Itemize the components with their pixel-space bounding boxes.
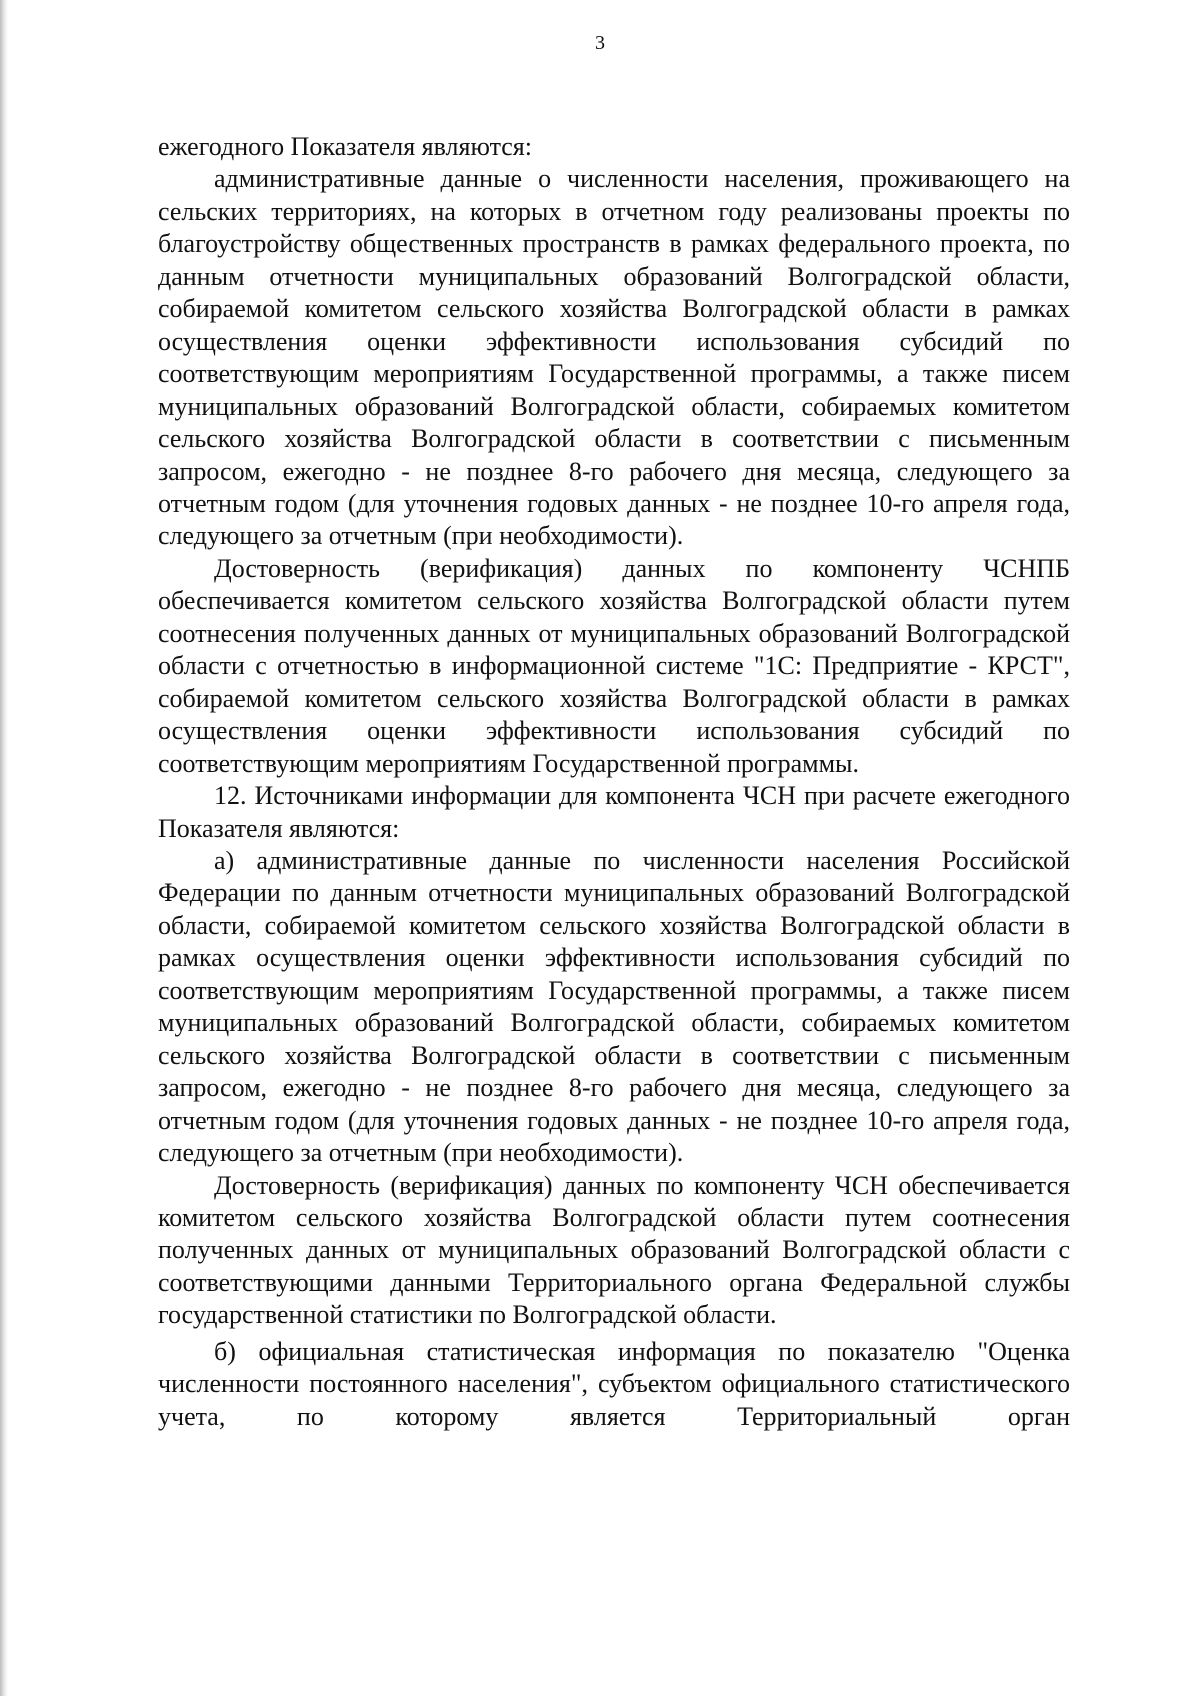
paragraph-1: ежегодного Показателя являются: <box>158 132 532 161</box>
paragraph-4: 12. Источниками информации для компонента ЧСН при расчете ежегодного Показателя являются: <box>158 781 1070 843</box>
paragraph-6: Достоверность (верификация) данных по компоненту ЧСН обеспечивается комитетом сельского хозяйства Волгоградской области путем соотнесения полученных данных от муниципальных образований Волгоградской области с соответствующими данными Территориального органа Федеральной службы государственной статистики по Волгоградской области. <box>158 1170 1070 1330</box>
paragraph-3: Достоверность (верификация) данных по компоненту ЧСНПБ обеспечивается комитетом сельского хозяйства Волгоградской области путем соотнесения полученных данных от муниципальных образований Волгоградской области с отчетностью в информационной системе "1С: Предприятие - КРСТ", собираемой комитетом сельского хозяйства Волгоградской области в рамках осуществления оценки эффективности использования субсидий по соответствующим мероприятиям Государственной программы. <box>158 553 1070 778</box>
document-body <box>158 131 1070 1433</box>
paragraph-5: а) административные данные по численности населения Российской Федерации по данным отчетности муниципальных образований Волгоградской области, собираемой комитетом сельского хозяйства Волгоградской области в рамках осуществления оценки эффективности использования субсидий по соответствующим мероприятиям Государственной программы, а также писем муниципальных образований Волгоградской области, собираемых комитетом сельского хозяйства Волгоградской области в соответствии с письменным запросом, ежегодно - не позднее 8-го рабочего дня месяца, следующего за отчетным годом (для уточнения годовых данных - не позднее 10-го апреля года, следующего за отчетным (при необходимости). <box>158 845 1070 1168</box>
page-number: 3 <box>595 32 605 54</box>
scan-edge <box>0 0 8 1696</box>
paragraph-7: б) официальная статистическая информация по показателю "Оценка численности постоянного населения", субъектом официального статистического учета, по которому является Территориальный орган <box>158 1336 1070 1431</box>
paragraph-2: административные данные о численности населения, проживающего на сельских территориях, на которых в отчетном году реализованы проекты по благоустройству общественных пространств в рамках федерального проекта, по данным отчетности муниципальных образований Волгоградской области, собираемой комитетом сельского хозяйства Волгоградской области в рамках осуществления оценки эффективности использования субсидий по соответствующим мероприятиям Государственной программы, а также писем муниципальных образований Волгоградской области, собираемых комитетом сельского хозяйства Волгоградской области в соответствии с письменным запросом, ежегодно - не позднее 8-го рабочего дня месяца, следующего за отчетным годом (для уточнения годовых данных - не позднее 10-го апреля года, следующего за отчетным (при необходимости). <box>158 164 1070 551</box>
